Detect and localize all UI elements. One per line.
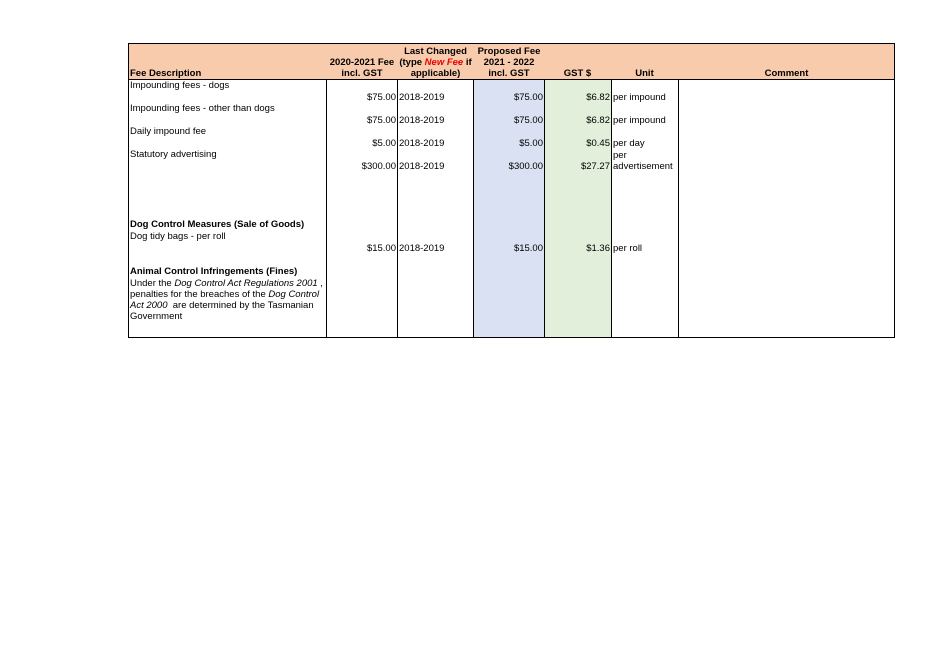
col-divider: [894, 79, 895, 338]
fee-table: [128, 43, 895, 338]
infringements-text-line: Government: [130, 311, 183, 322]
row-unit: per impound: [613, 115, 666, 126]
header-fee-description: Fee Description: [130, 68, 202, 79]
col-divider: [326, 79, 327, 338]
col-divider: [397, 79, 398, 338]
row-fee-2020: $75.00: [366, 115, 396, 126]
row-last-changed: 2018-2019: [399, 161, 445, 172]
header-fee-2020: 2020-2021 Fee incl. GST: [329, 57, 395, 79]
header-proposed-fee: Proposed Fee 2021 - 2022 incl. GST: [477, 46, 541, 79]
row-gst: $1.36: [586, 243, 610, 254]
row-fee-2020: $5.00: [372, 138, 396, 149]
col-divider: [128, 79, 129, 338]
row-unit: advertisement: [613, 161, 673, 172]
row-gst: $6.82: [586, 115, 610, 126]
header-gst: GST $: [563, 68, 592, 79]
row-unit: per impound: [613, 92, 666, 103]
row-gst: $6.82: [586, 92, 610, 103]
infringements-text-line: Act 2000 are determined by the Tasmanian: [130, 300, 314, 311]
header-bottom-border: [128, 79, 895, 80]
row-last-changed: 2018-2019: [399, 92, 445, 103]
row-proposed: $300.00: [508, 161, 543, 172]
row-description: Statutory advertising: [130, 149, 217, 160]
section-heading-dog-control: Dog Control Measures (Sale of Goods): [130, 219, 305, 230]
col-divider: [678, 79, 679, 338]
row-last-changed: 2018-2019: [399, 138, 445, 149]
row-proposed: $5.00: [519, 138, 543, 149]
header-unit: Unit: [635, 68, 654, 79]
row-description: Daily impound fee: [130, 126, 207, 137]
infringements-text-line: Under the Dog Control Act Regulations 2001 ,: [130, 278, 323, 289]
col-divider: [611, 79, 612, 338]
infringements-text-line: penalties for the breaches of the Dog Control: [130, 289, 320, 300]
row-fee-2020: $300.00: [361, 161, 396, 172]
row-unit: per roll: [613, 243, 643, 254]
table-bottom-border: [128, 337, 895, 338]
section-heading-infringements: Animal Control Infringements (Fines): [130, 266, 298, 277]
row-fee-2020: $15.00: [366, 243, 396, 254]
row-gst: $0.45: [586, 138, 610, 149]
row-proposed: $75.00: [513, 115, 543, 126]
row-fee-2020: $75.00: [366, 92, 396, 103]
row-proposed: $15.00: [513, 243, 543, 254]
row-last-changed: 2018-2019: [399, 243, 445, 254]
row-unit: per day: [613, 138, 645, 149]
row-proposed: $75.00: [513, 92, 543, 103]
row-description: Dog tidy bags - per roll: [130, 231, 226, 242]
row-gst: $27.27: [580, 161, 610, 172]
row-last-changed: 2018-2019: [399, 115, 445, 126]
row-description: Impounding fees - dogs: [130, 80, 230, 91]
header-comment: Comment: [764, 68, 809, 79]
row-unit: per: [613, 150, 627, 161]
row-description: Impounding fees - other than dogs: [130, 103, 275, 114]
header-last-changed: Last Changed (type New Fee if applicable): [399, 46, 472, 79]
